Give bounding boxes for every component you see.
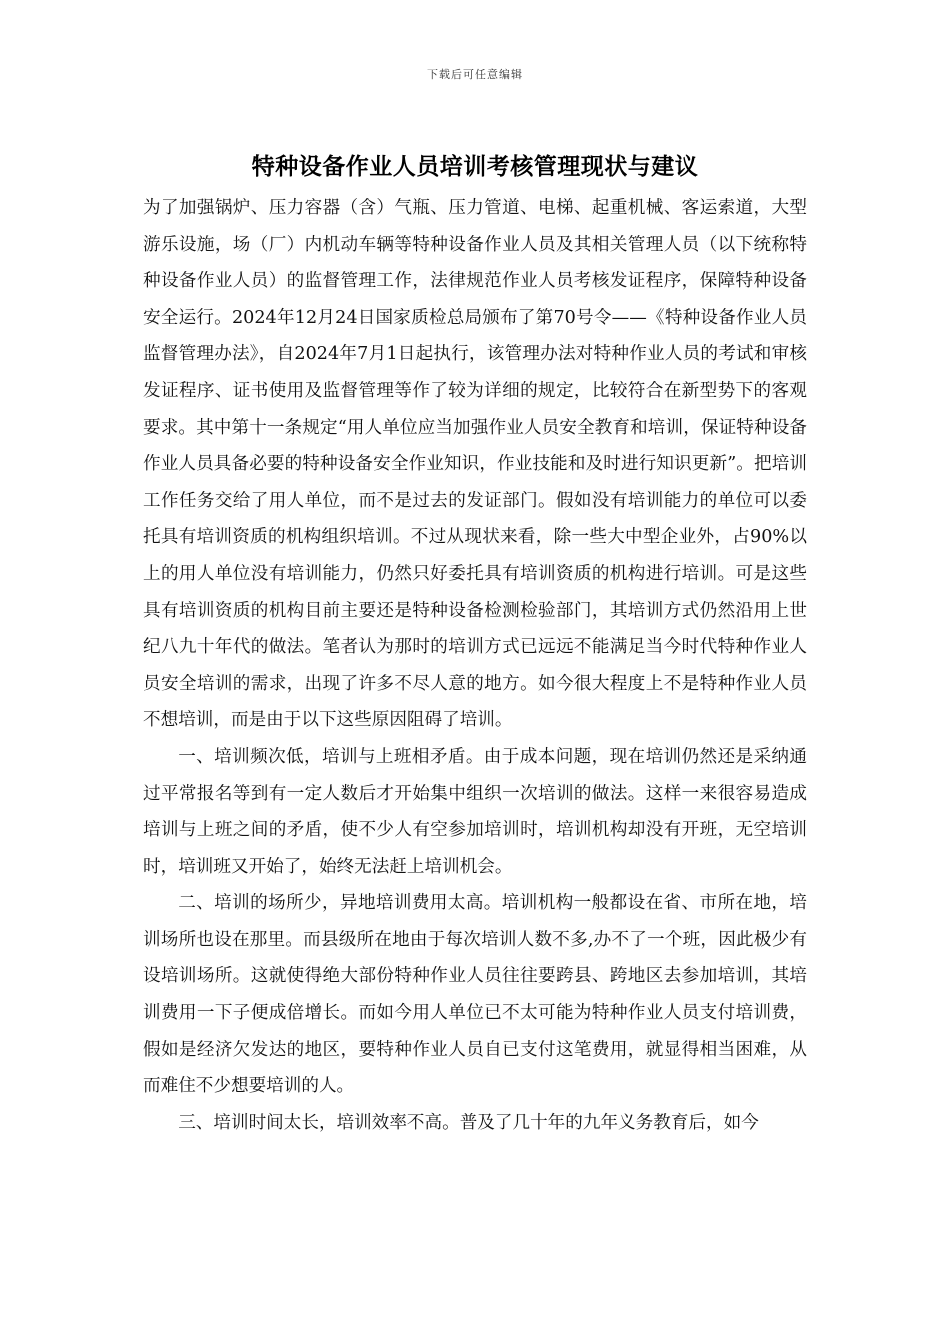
document-title: 特种设备作业人员培训考核管理现状与建议: [251, 153, 699, 180]
paragraph-intro: 为了加强锅炉、压力容器（含）气瓶、压力管道、电梯、起重机械、客运索道，大型游乐设施，场（厂）内机动车辆等特种设备作业人员及其相关管理人员（以下统称特种设备作业人员）的监督管理工作，法律规范作业人员考核发证程序，保障特种设备安全运行。2024年12月24日国家质检总局颁布了第70号令——《特种设备作业人员监督管理办法》，自2024年7月1日起执行，该管理办法对特种作业人员的考试和审核发证程序、证书使用及监督管理等作了较为详细的规定，比较符合在新型势下的客观要求。其中第十一条规定“用人单位应当加强作业人员安全教育和培训，保证特种设备作业人员具备必要的特种设备安全作业知识，作业技能和及时进行知识更新”。把培训工作任务交给了用人单位，而不是过去的发证部门。假如没有培训能力的单位可以委托具有培训资质的机构组织培训。不过从现状来看，除一些大中型企业外，占90%以上的用人单位没有培训能力，仍然只好委托具有培训资质的机构进行培训。可是这些具有培训资质的机构目前主要还是特种设备检测检验部门，其培训方式仍然沿用上世纪八九十年代的做法。笔者认为那时的培训方式已远远不能满足当今时代特种作业人员安全培训的需求，出现了许多不尽人意的地方。如今很大程度上不是特种作业人员不想培训，而是由于以下这些原因阻碍了培训。: [143, 198, 807, 731]
paragraph-point-3: 三、培训时间太长，培训效率不高。普及了几十年的九年义务教育后，如今: [178, 1112, 759, 1133]
header-note: 下载后可任意编辑: [427, 68, 523, 81]
paragraph-point-2: 二、培训的场所少，异地培训费用太高。培训机构一般都设在省、市所在地，培训场所也设在那里。而县级所在地由于每次培训人数不多,办不了一个班，因此极少有设培训场所。这就使得绝大部份特种作业人员往往要跨县、跨地区去参加培训，其培训费用一下子便成倍增长。而如今用人单位已不太可能为特种作业人员支付培训费，假如是经济欠发达的地区，要特种作业人员自已支付这笔费用，就显得相当困难，从而难住不少想要培训的人。: [143, 893, 807, 1097]
document-body: [143, 190, 807, 1141]
paragraph-point-1: 一、培训频次低，培训与上班相矛盾。由于成本问题，现在培训仍然还是采纳通过平常报名等到有一定人数后才开始集中组织一次培训的做法。这样一来很容易造成培训与上班之间的矛盾，使不少人有空参加培训时，培训机构却没有开班，无空培训时，培训班又开始了，始终无法赶上培训机会。: [143, 746, 807, 877]
